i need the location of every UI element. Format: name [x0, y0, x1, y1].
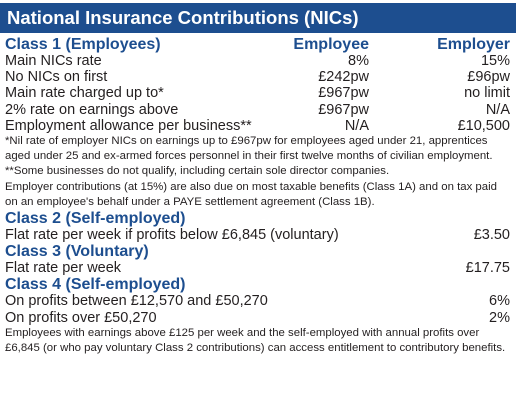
nics-panel — [0, 3, 516, 408]
row-label: Main NICs rate — [5, 53, 102, 69]
row-label: Main rate charged up to* — [5, 85, 164, 102]
employer-value: £96pw — [467, 69, 510, 86]
row-value: £3.50 — [473, 227, 510, 244]
row-value: £17.75 — [465, 260, 510, 277]
row-label: Employment allowance per business** — [5, 117, 252, 134]
employer-value: 15% — [480, 53, 510, 69]
employer-value: N/A — [485, 101, 510, 118]
class4-row-main-band — [5, 293, 510, 309]
employee-value: £242pw — [318, 69, 369, 86]
class3-heading: Class 3 (Voluntary) — [5, 243, 149, 261]
class2-header-row — [5, 210, 510, 227]
row-label: No NICs on first — [5, 69, 108, 86]
class4-row-upper-band — [5, 310, 510, 326]
class1-row-employment-allowance — [5, 118, 510, 134]
class1-header-row — [5, 36, 510, 53]
employee-value: 8% — [348, 53, 369, 69]
class1-row-main-rate — [5, 53, 510, 69]
row-label: On profits over £50,270 — [5, 309, 157, 326]
employer-value: £10,500 — [457, 117, 510, 134]
class3-header-row — [5, 243, 510, 260]
employee-value: N/A — [344, 117, 369, 134]
employer-column-header: Employer — [437, 36, 510, 53]
class3-row-flat-rate — [5, 260, 510, 276]
row-label: Flat rate per week if profits below £6,845 (voluntary) — [5, 227, 339, 244]
class1-heading: Class 1 (Employees) — [5, 36, 161, 53]
employer-value: no limit — [464, 85, 510, 102]
class1-row-upper-limit — [5, 85, 510, 101]
benefits-entitlement-note: Employees with earnings above £125 per week and the self-employed with annual profits over £6,845 (or who pay voluntary Class 2 contributions) can access entitlement to contributory benefits. — [5, 326, 506, 355]
row-label: Flat rate per week — [5, 260, 122, 277]
employee-value: £967pw — [318, 101, 369, 118]
employee-column-header: Employee — [293, 36, 369, 53]
employee-value: £967pw — [318, 85, 369, 102]
row-value: 6% — [489, 293, 510, 310]
class2-row-flat-rate — [5, 227, 510, 243]
class4-header-row — [5, 276, 510, 293]
class1-row-threshold — [5, 69, 510, 85]
panel-content — [0, 33, 516, 356]
class2-heading: Class 2 (Self-employed) — [5, 210, 186, 228]
class1-footnote-excluded-businesses: **Some businesses do not qualify, including certain sole director companies. — [5, 165, 390, 178]
class1-footnote-employer-contributions: Employer contributions (at 15%) are also due on most taxable benefits (Class 1A) and on tax paid on an employee's behalf under a PAYE settlement agreement (Class 1B). — [5, 180, 497, 208]
row-label: 2% rate on earnings above — [5, 101, 179, 118]
class1-footnote-nil-rate: *Nil rate of employer NICs on earnings up to £967pw for employees aged under 21, apprentices aged under 25 and ex-armed forces personnel in their first twelve months of civilian employment. — [5, 135, 493, 163]
panel-title: National Insurance Contributions (NICs) — [0, 3, 516, 33]
class4-heading: Class 4 (Self-employed) — [5, 276, 186, 294]
row-label: On profits between £12,570 and £50,270 — [5, 293, 268, 310]
class1-row-two-percent — [5, 102, 510, 118]
row-value: 2% — [489, 309, 510, 326]
